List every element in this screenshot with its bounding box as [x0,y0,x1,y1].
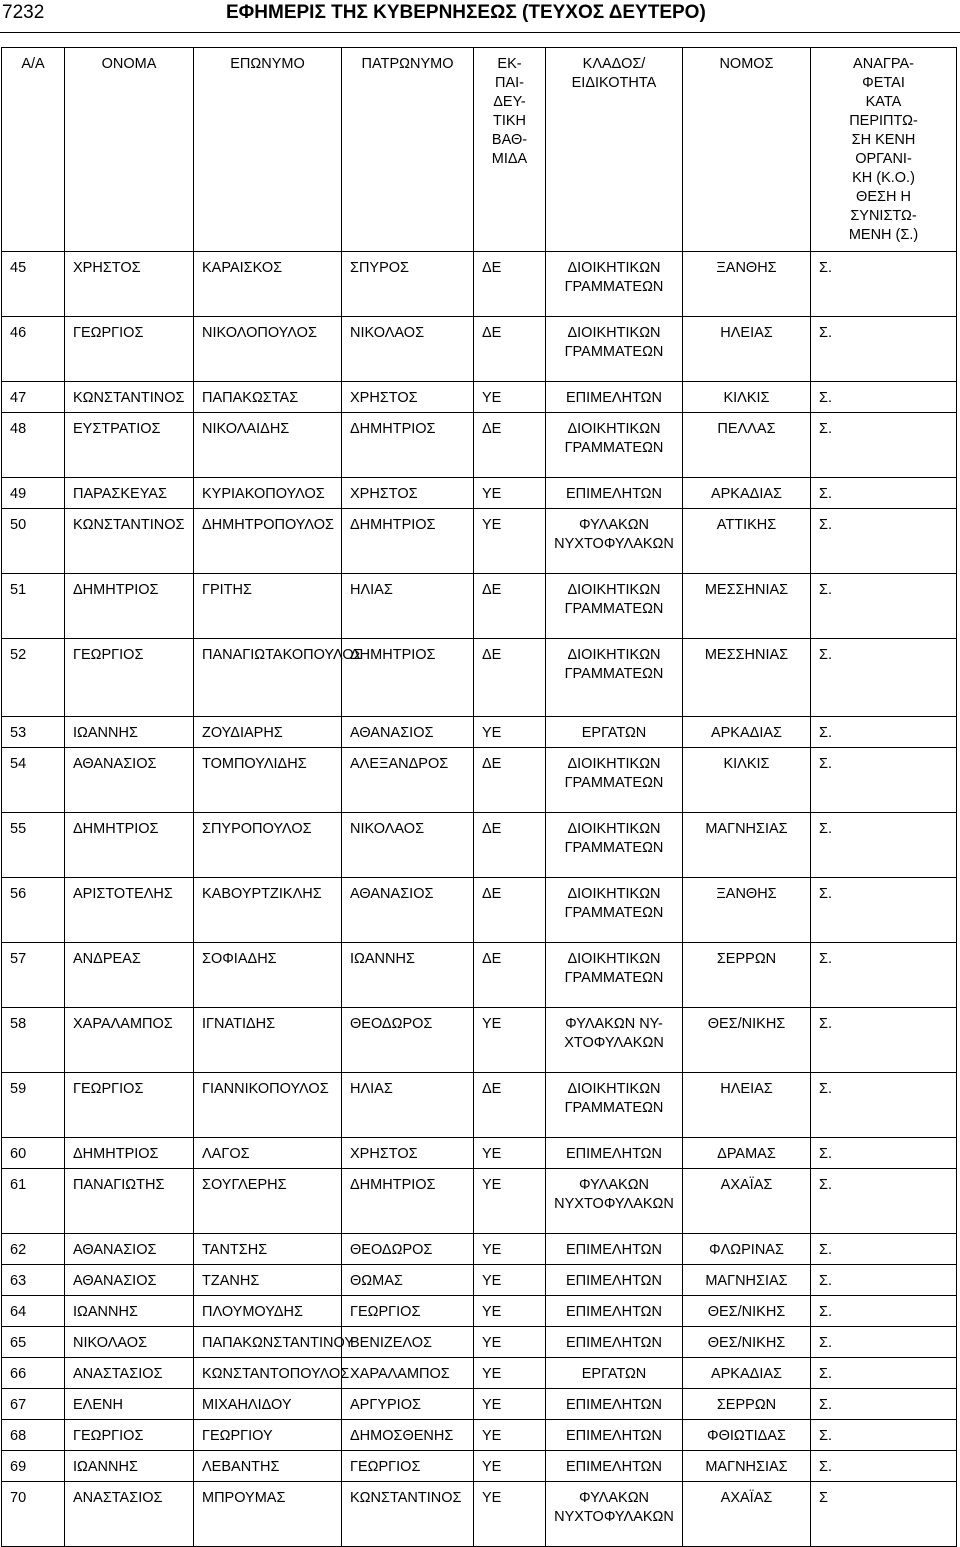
cell-first-name: ΚΩΝΣΤΑΝΤΙΝΟΣ [65,509,194,574]
cell-position-status: Σ. [811,1138,957,1169]
cell-branch: ΦΥΛΑΚΩΝ ΝΥΧΤΟΦΥΛΑΚΩΝ [546,1482,683,1547]
cell-first-name: ΔΗΜΗΤΡΙΟΣ [65,574,194,639]
cell-row-number: 50 [2,509,65,574]
cell-father-name: ΘΩΜΑΣ [342,1265,474,1296]
cell-father-name: ΧΡΗΣΤΟΣ [342,478,474,509]
cell-prefecture: ΑΧΑΪΑΣ [683,1169,811,1234]
cell-last-name: ΝΙΚΟΛΟΠΟΥΛΟΣ [194,317,342,382]
cell-row-number: 63 [2,1265,65,1296]
cell-prefecture: ΔΡΑΜΑΣ [683,1138,811,1169]
cell-prefecture: ΗΛΕΙΑΣ [683,1073,811,1138]
cell-prefecture: ΚΙΛΚΙΣ [683,382,811,413]
cell-last-name: ΣΠΥΡΟΠΟΥΛΟΣ [194,813,342,878]
cell-branch: ΕΠΙΜΕΛΗΤΩΝ [546,1389,683,1420]
cell-last-name: ΠΑΠΑΚΩΝΣΤΑΝΤΙΝΟΥ [194,1327,342,1358]
cell-father-name: ΙΩΑΝΝΗΣ [342,943,474,1008]
cell-branch: ΔΙΟΙΚΗΤΙΚΩΝ ΓΡΑΜΜΑΤΕΩΝ [546,574,683,639]
cell-position-status: Σ. [811,1420,957,1451]
cell-first-name: ΧΡΗΣΤΟΣ [65,252,194,317]
cell-prefecture: ΘΕΣ/ΝΙΚΗΣ [683,1008,811,1073]
cell-prefecture: ΑΤΤΙΚΗΣ [683,509,811,574]
table-row [2,717,957,748]
cell-branch: ΦΥΛΑΚΩΝ ΝΥ- ΧΤΟΦΥΛΑΚΩΝ [546,1008,683,1073]
cell-branch: ΕΠΙΜΕΛΗΤΩΝ [546,1234,683,1265]
cell-education-level: ΔΕ [474,413,546,478]
cell-position-status: Σ. [811,748,957,813]
cell-father-name: ΓΕΩΡΓΙΟΣ [342,1296,474,1327]
cell-father-name: ΝΙΚΟΛΑΟΣ [342,813,474,878]
table-row [2,1008,957,1073]
cell-position-status: Σ. [811,813,957,878]
cell-branch: ΕΠΙΜΕΛΗΤΩΝ [546,1420,683,1451]
table-row [2,478,957,509]
appointees-table [1,47,957,1547]
cell-last-name: ΓΕΩΡΓΙΟΥ [194,1420,342,1451]
cell-first-name: ΝΙΚΟΛΑΟΣ [65,1327,194,1358]
cell-last-name: ΣΟΥΓΛΕΡΗΣ [194,1169,342,1234]
cell-father-name: ΧΡΗΣΤΟΣ [342,1138,474,1169]
cell-position-status: Σ. [811,1327,957,1358]
table-row [2,1073,957,1138]
table-row [2,413,957,478]
cell-education-level: ΥΕ [474,509,546,574]
cell-position-status: Σ. [811,413,957,478]
cell-branch: ΕΠΙΜΕΛΗΤΩΝ [546,382,683,413]
cell-father-name: ΘΕΟΔΩΡΟΣ [342,1008,474,1073]
cell-branch: ΕΠΙΜΕΛΗΤΩΝ [546,1265,683,1296]
table-row [2,1482,957,1547]
cell-prefecture: ΜΕΣΣΗΝΙΑΣ [683,639,811,717]
cell-first-name: ΕΥΣΤΡΑΤΙΟΣ [65,413,194,478]
cell-last-name: ΤΖΑΝΗΣ [194,1265,342,1296]
table-row [2,1138,957,1169]
cell-father-name: ΘΕΟΔΩΡΟΣ [342,1234,474,1265]
cell-position-status: Σ. [811,943,957,1008]
cell-first-name: ΕΛΕΝΗ [65,1389,194,1420]
table-row [2,1358,957,1389]
cell-branch: ΔΙΟΙΚΗΤΙΚΩΝ ΓΡΑΜΜΑΤΕΩΝ [546,252,683,317]
cell-row-number: 52 [2,639,65,717]
cell-father-name: ΑΘΑΝΑΣΙΟΣ [342,878,474,943]
cell-prefecture: ΞΑΝΘΗΣ [683,878,811,943]
cell-prefecture: ΑΡΚΑΔΙΑΣ [683,478,811,509]
cell-father-name: ΣΠΥΡΟΣ [342,252,474,317]
cell-father-name: ΔΗΜΗΤΡΙΟΣ [342,1169,474,1234]
cell-position-status: Σ. [811,1451,957,1482]
header-last-name: ΕΠΩΝΥΜΟ [194,48,342,252]
cell-education-level: ΔΕ [474,748,546,813]
cell-position-status: Σ. [811,1358,957,1389]
cell-last-name: ΠΛΟΥΜΟΥΔΗΣ [194,1296,342,1327]
header-rule [0,32,960,33]
cell-last-name: ΓΡΙΤΗΣ [194,574,342,639]
table-row [2,1234,957,1265]
cell-last-name: ΚΩΝΣΤΑΝΤΟΠΟΥΛΟΣ [194,1358,342,1389]
cell-row-number: 66 [2,1358,65,1389]
cell-row-number: 54 [2,748,65,813]
cell-position-status: Σ. [811,717,957,748]
cell-education-level: ΔΕ [474,639,546,717]
cell-father-name: ΧΡΗΣΤΟΣ [342,382,474,413]
header-position-status: ΑΝΑΓΡΑ- ΦΕΤΑΙ ΚΑΤΑ ΠΕΡΙΠΤΩ- ΣΗ ΚΕΝΗ ΟΡΓΑΝΙ- ΚΗ (Κ.Ο.) ΘΕΣΗ Η ΣΥΝΙΣΤΩ- ΜΕΝΗ (Σ.) [811,48,957,252]
table-row [2,878,957,943]
table-row [2,1169,957,1234]
cell-education-level: ΔΕ [474,574,546,639]
cell-education-level: ΥΕ [474,1169,546,1234]
cell-prefecture: ΣΕΡΡΩΝ [683,943,811,1008]
cell-father-name: ΧΑΡΑΛΑΜΠΟΣ [342,1358,474,1389]
cell-last-name: ΣΟΦΙΑΔΗΣ [194,943,342,1008]
cell-branch: ΔΙΟΙΚΗΤΙΚΩΝ ΓΡΑΜΜΑΤΕΩΝ [546,1073,683,1138]
cell-father-name: ΒΕΝΙΖΕΛΟΣ [342,1327,474,1358]
cell-father-name: ΓΕΩΡΓΙΟΣ [342,1451,474,1482]
cell-branch: ΔΙΟΙΚΗΤΙΚΩΝ ΓΡΑΜΜΑΤΕΩΝ [546,413,683,478]
cell-first-name: ΔΗΜΗΤΡΙΟΣ [65,1138,194,1169]
table-row [2,813,957,878]
cell-branch: ΔΙΟΙΚΗΤΙΚΩΝ ΓΡΑΜΜΑΤΕΩΝ [546,943,683,1008]
cell-education-level: ΔΕ [474,252,546,317]
cell-prefecture: ΜΑΓΝΗΣΙΑΣ [683,1265,811,1296]
cell-last-name: ΔΗΜΗΤΡΟΠΟΥΛΟΣ [194,509,342,574]
cell-first-name: ΓΕΩΡΓΙΟΣ [65,1420,194,1451]
cell-education-level: ΥΕ [474,1420,546,1451]
cell-row-number: 53 [2,717,65,748]
header-first-name: ΟΝΟΜΑ [65,48,194,252]
cell-branch: ΔΙΟΙΚΗΤΙΚΩΝ ΓΡΑΜΜΑΤΕΩΝ [546,813,683,878]
cell-prefecture: ΜΕΣΣΗΝΙΑΣ [683,574,811,639]
cell-row-number: 60 [2,1138,65,1169]
cell-father-name: ΗΛΙΑΣ [342,1073,474,1138]
cell-education-level: ΥΕ [474,382,546,413]
cell-last-name: ΤΟΜΠΟΥΛΙΔΗΣ [194,748,342,813]
table-row [2,509,957,574]
cell-row-number: 51 [2,574,65,639]
cell-first-name: ΙΩΑΝΝΗΣ [65,1451,194,1482]
cell-prefecture: ΠΕΛΛΑΣ [683,413,811,478]
cell-education-level: ΥΕ [474,1358,546,1389]
cell-position-status: Σ. [811,478,957,509]
cell-last-name: ΤΑΝΤΣΗΣ [194,1234,342,1265]
cell-position-status: Σ. [811,382,957,413]
cell-position-status: Σ. [811,1296,957,1327]
cell-row-number: 49 [2,478,65,509]
cell-branch: ΕΠΙΜΕΛΗΤΩΝ [546,1327,683,1358]
cell-education-level: ΥΕ [474,1008,546,1073]
cell-branch: ΔΙΟΙΚΗΤΙΚΩΝ ΓΡΑΜΜΑΤΕΩΝ [546,748,683,813]
cell-education-level: ΥΕ [474,1265,546,1296]
cell-father-name: ΝΙΚΟΛΑΟΣ [342,317,474,382]
cell-father-name: ΑΘΑΝΑΣΙΟΣ [342,717,474,748]
cell-row-number: 45 [2,252,65,317]
table-row [2,943,957,1008]
table-row [2,574,957,639]
cell-last-name: ΚΑΒΟΥΡΤΖΙΚΛΗΣ [194,878,342,943]
cell-last-name: ΠΑΝΑΓΙΩΤΑΚΟΠΟΥΛΟΣ [194,639,342,717]
cell-row-number: 62 [2,1234,65,1265]
cell-row-number: 68 [2,1420,65,1451]
cell-position-status: Σ. [811,1169,957,1234]
cell-first-name: ΑΝΔΡΕΑΣ [65,943,194,1008]
cell-branch: ΦΥΛΑΚΩΝ ΝΥΧΤΟΦΥΛΑΚΩΝ [546,509,683,574]
cell-education-level: ΥΕ [474,1138,546,1169]
cell-branch: ΦΥΛΑΚΩΝ ΝΥΧΤΟΦΥΛΑΚΩΝ [546,1169,683,1234]
cell-position-status: Σ. [811,317,957,382]
cell-prefecture: ΑΧΑΪΑΣ [683,1482,811,1547]
cell-first-name: ΙΩΑΝΝΗΣ [65,717,194,748]
cell-father-name: ΚΩΝΣΤΑΝΤΙΝΟΣ [342,1482,474,1547]
cell-first-name: ΑΝΑΣΤΑΣΙΟΣ [65,1358,194,1389]
cell-education-level: ΥΕ [474,1482,546,1547]
cell-education-level: ΥΕ [474,1451,546,1482]
cell-row-number: 67 [2,1389,65,1420]
cell-row-number: 57 [2,943,65,1008]
cell-first-name: ΑΘΑΝΑΣΙΟΣ [65,1265,194,1296]
cell-prefecture: ΣΕΡΡΩΝ [683,1389,811,1420]
table-row [2,748,957,813]
cell-position-status: Σ [811,1482,957,1547]
cell-education-level: ΔΕ [474,1073,546,1138]
cell-branch: ΕΡΓΑΤΩΝ [546,1358,683,1389]
cell-row-number: 59 [2,1073,65,1138]
table-row [2,1451,957,1482]
cell-branch: ΕΡΓΑΤΩΝ [546,717,683,748]
cell-last-name: ΓΙΑΝΝΙΚΟΠΟΥΛΟΣ [194,1073,342,1138]
cell-prefecture: ΚΙΛΚΙΣ [683,748,811,813]
cell-father-name: ΑΡΓΥΡΙΟΣ [342,1389,474,1420]
cell-row-number: 70 [2,1482,65,1547]
cell-position-status: Σ. [811,1389,957,1420]
cell-education-level: ΥΕ [474,1234,546,1265]
cell-education-level: ΥΕ [474,717,546,748]
cell-first-name: ΓΕΩΡΓΙΟΣ [65,1073,194,1138]
cell-education-level: ΥΕ [474,1296,546,1327]
cell-position-status: Σ. [811,639,957,717]
cell-father-name: ΔΗΜΗΤΡΙΟΣ [342,509,474,574]
cell-last-name: ΝΙΚΟΛΑΙΔΗΣ [194,413,342,478]
cell-row-number: 58 [2,1008,65,1073]
cell-last-name: ΛΑΓΟΣ [194,1138,342,1169]
table-row [2,1327,957,1358]
gazette-title: ΕΦΗΜΕΡΙΣ ΤΗΣ ΚΥΒΕΡΝΗΣΕΩΣ (ΤΕΥΧΟΣ ΔΕΥΤΕΡΟ) [226,2,706,23]
cell-prefecture: ΘΕΣ/ΝΙΚΗΣ [683,1296,811,1327]
cell-position-status: Σ. [811,252,957,317]
cell-prefecture: ΜΑΓΝΗΣΙΑΣ [683,813,811,878]
cell-position-status: Σ. [811,509,957,574]
cell-prefecture: ΦΛΩΡΙΝΑΣ [683,1234,811,1265]
cell-branch: ΔΙΟΙΚΗΤΙΚΩΝ ΓΡΑΜΜΑΤΕΩΝ [546,878,683,943]
header-father-name: ΠΑΤΡΩΝΥΜΟ [342,48,474,252]
cell-prefecture: ΦΘΙΩΤΙΔΑΣ [683,1420,811,1451]
cell-row-number: 47 [2,382,65,413]
cell-father-name: ΑΛΕΞΑΝΔΡΟΣ [342,748,474,813]
cell-row-number: 48 [2,413,65,478]
cell-first-name: ΠΑΡΑΣΚΕΥΑΣ [65,478,194,509]
cell-first-name: ΔΗΜΗΤΡΙΟΣ [65,813,194,878]
cell-first-name: ΧΑΡΑΛΑΜΠΟΣ [65,1008,194,1073]
table-header-row [2,48,957,252]
cell-branch: ΕΠΙΜΕΛΗΤΩΝ [546,1296,683,1327]
cell-last-name: ΛΕΒΑΝΤΗΣ [194,1451,342,1482]
page-number: 7232 [2,2,45,23]
cell-position-status: Σ. [811,574,957,639]
cell-row-number: 61 [2,1169,65,1234]
cell-position-status: Σ. [811,1265,957,1296]
cell-first-name: ΓΕΩΡΓΙΟΣ [65,317,194,382]
header-prefecture: ΝΟΜΟΣ [683,48,811,252]
cell-first-name: ΙΩΑΝΝΗΣ [65,1296,194,1327]
header-branch: ΚΛΑΔΟΣ/ ΕΙΔΙΚΟΤΗΤΑ [546,48,683,252]
cell-prefecture: ΑΡΚΑΔΙΑΣ [683,717,811,748]
cell-first-name: ΑΡΙΣΤΟΤΕΛΗΣ [65,878,194,943]
cell-branch: ΕΠΙΜΕΛΗΤΩΝ [546,478,683,509]
table-row [2,252,957,317]
cell-last-name: ΚΥΡΙΑΚΟΠΟΥΛΟΣ [194,478,342,509]
cell-last-name: ΜΠΡΟΥΜΑΣ [194,1482,342,1547]
cell-last-name: ΜΙΧΑΗΛΙΔΟΥ [194,1389,342,1420]
table-row [2,382,957,413]
cell-position-status: Σ. [811,1234,957,1265]
table-row [2,1389,957,1420]
table-row [2,1265,957,1296]
cell-father-name: ΗΛΙΑΣ [342,574,474,639]
cell-prefecture: ΜΑΓΝΗΣΙΑΣ [683,1451,811,1482]
cell-father-name: ΔΗΜΗΤΡΙΟΣ [342,413,474,478]
cell-first-name: ΑΝΑΣΤΑΣΙΟΣ [65,1482,194,1547]
cell-row-number: 56 [2,878,65,943]
cell-position-status: Σ. [811,878,957,943]
cell-position-status: Σ. [811,1008,957,1073]
cell-education-level: ΥΕ [474,478,546,509]
cell-first-name: ΑΘΑΝΑΣΙΟΣ [65,748,194,813]
cell-prefecture: ΗΛΕΙΑΣ [683,317,811,382]
cell-branch: ΔΙΟΙΚΗΤΙΚΩΝ ΓΡΑΜΜΑΤΕΩΝ [546,639,683,717]
cell-first-name: ΠΑΝΑΓΙΩΤΗΣ [65,1169,194,1234]
cell-first-name: ΑΘΑΝΑΣΙΟΣ [65,1234,194,1265]
cell-education-level: ΔΕ [474,317,546,382]
cell-last-name: ΚΑΡΑΙΣΚΟΣ [194,252,342,317]
cell-first-name: ΓΕΩΡΓΙΟΣ [65,639,194,717]
cell-row-number: 69 [2,1451,65,1482]
cell-prefecture: ΞΑΝΘΗΣ [683,252,811,317]
cell-row-number: 64 [2,1296,65,1327]
cell-education-level: ΔΕ [474,943,546,1008]
cell-prefecture: ΑΡΚΑΔΙΑΣ [683,1358,811,1389]
cell-education-level: ΔΕ [474,878,546,943]
cell-prefecture: ΘΕΣ/ΝΙΚΗΣ [683,1327,811,1358]
cell-education-level: ΥΕ [474,1389,546,1420]
cell-education-level: ΔΕ [474,813,546,878]
cell-row-number: 55 [2,813,65,878]
header-education-level: ΕΚ- ΠΑΙ- ΔΕΥ- ΤΙΚΗ ΒΑΘ- ΜΙΔΑ [474,48,546,252]
cell-first-name: ΚΩΝΣΤΑΝΤΙΝΟΣ [65,382,194,413]
table-row [2,1420,957,1451]
cell-father-name: ΔΗΜΟΣΘΕΝΗΣ [342,1420,474,1451]
cell-last-name: ΠΑΠΑΚΩΣΤΑΣ [194,382,342,413]
cell-father-name: ΔΗΜΗΤΡΙΟΣ [342,639,474,717]
cell-position-status: Σ. [811,1073,957,1138]
cell-row-number: 46 [2,317,65,382]
cell-branch: ΕΠΙΜΕΛΗΤΩΝ [546,1451,683,1482]
cell-branch: ΕΠΙΜΕΛΗΤΩΝ [546,1138,683,1169]
table-row [2,317,957,382]
header-aa: Α/Α [2,48,65,252]
cell-row-number: 65 [2,1327,65,1358]
cell-branch: ΔΙΟΙΚΗΤΙΚΩΝ ΓΡΑΜΜΑΤΕΩΝ [546,317,683,382]
cell-education-level: ΥΕ [474,1327,546,1358]
table-row [2,639,957,717]
cell-last-name: ΖΟΥΔΙΑΡΗΣ [194,717,342,748]
cell-last-name: ΙΓΝΑΤΙΔΗΣ [194,1008,342,1073]
table-row [2,1296,957,1327]
